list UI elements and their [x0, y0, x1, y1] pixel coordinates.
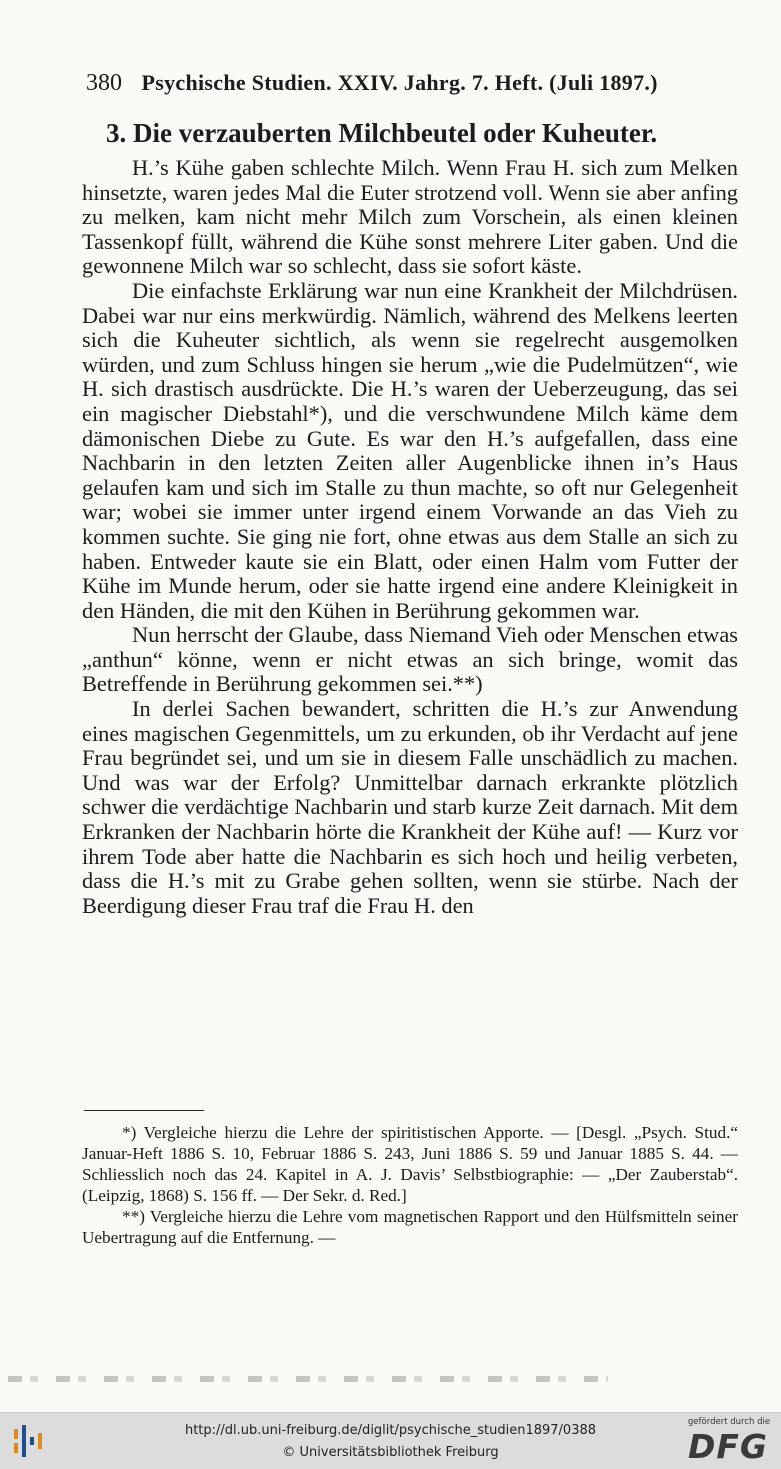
- body-text: [82, 156, 738, 918]
- dfg-logo-text: DFG: [688, 1427, 769, 1466]
- footnote-2: **) Vergleiche hierzu die Lehre vom magnetischen Rapport und den Hülfsmitteln seiner Uebertragung auf die Entfernung. —: [82, 1207, 738, 1247]
- footnote-1: *) Vergleiche hierzu die Lehre der spiritistischen Apporte. — [Desgl. „Psych. Stud.“ Januar-Heft 1886 S. 10, Februar 1886 S. 243, Juni 1886 S. 59 und Januar 1885 S. 44. — Schliesslich noch das 24. Kapitel in A. J. Davis’ Selbstbiographie: — „Der Zauberstab“. (Leipzig, 1868) S. 156 ff. — Der Sekr. d. Red.]: [82, 1123, 738, 1205]
- copyright-notice: © Universitätsbibliothek Freiburg: [282, 1445, 499, 1460]
- sponsor-caption: gefördert durch die: [687, 1417, 771, 1427]
- document-url-link[interactable]: http://dl.ub.uni-freiburg.de/diglit/psychische_studien1897/0388: [184, 1423, 597, 1438]
- running-title: Psychische Studien. XXIV. Jahrg. 7. Heft. (Juli 1897.): [141, 70, 658, 95]
- section-title: 3. Die verzauberten Milchbeutel oder Kuheuter.: [106, 118, 658, 148]
- paragraph-3: Nun herrscht der Glaube, dass Niemand Vieh oder Menschen etwas „anthun“ könne, wenn er nicht etwas an sich bringe, womit das Betreffende in Berührung gekommen sei.**): [82, 622, 738, 697]
- viewer-footer: [0, 1412, 781, 1469]
- paragraph-4: In derlei Sachen bewandert, schritten die H.’s zur Anwendung eines magischen Gegenmittels, um zu erkunden, ob ihr Verdacht auf jene Frau begründet sei, und um sie in diesem Falle unschädlich zu machen. Und was war der Erfolg? Unmittelbar darnach erkrankte plötzlich schwer die verdächtige Nachbarin und starb kurze Zeit darnach. Mit dem Erkranken der Nachbarin hörte die Krankheit der Kühe auf! — Kurz vor ihrem Tode aber hatte die Nachbarin es sich hoch und heilig verbeten, dass die H.’s mit zu Grabe gehen sollten, wenn sie stürbe. Nach der Beerdigung dieser Frau traf die Frau H. den: [82, 696, 738, 918]
- dfg-sponsor-logo: [682, 1415, 776, 1467]
- page-number: 380: [86, 70, 122, 96]
- scan-artifact-line: [8, 1376, 608, 1382]
- running-header: [86, 70, 686, 97]
- footnotes: [82, 1122, 738, 1248]
- footnote-separator: [84, 1110, 204, 1111]
- paragraph-1: H.’s Kühe gaben schlechte Milch. Wenn Frau H. sich zum Melken hinsetzte, waren jedes Mal die Euter strotzend voll. Wenn sie aber anfing zu melken, kam nicht mehr Milch zum Vorschein, als einen kleinen Tassenkopf füllt, während die Kühe sonst mehrere Liter gaben. Und die gewonnene Milch war so schlecht, dass sie sofort käste.: [82, 155, 738, 279]
- paragraph-2: Die einfachste Erklärung war nun eine Krankheit der Milchdrüsen. Dabei war nur eins merkwürdig. Nämlich, während des Melkens leerten sich die Kuheuter sichtlich, als wenn sie regelrecht ausgemolken würden, und zum Schluss hingen sie herum „wie die Pudelmützen“, wie H. sich drastisch ausdrückte. Die H.’s waren der Ueberzeugung, das sei ein magischer Diebstahl*), und die verschwundene Milch käme dem dämonischen Diebe zu Gute. Es war den H.’s aufgefallen, dass eine Nachbarin in den letzten Zeiten aller Augenblicke ihnen in’s Haus gelaufen kam und sich im Stalle zu thun machte, so oft nur Gelegenheit war; wobei sie immer unter irgend einem Vorwande an das Vieh zu kommen suchte. Sie ging nie fort, ohne etwas aus dem Stalle an sich zu haben. Entweder kaute sie ein Blatt, oder einen Halm vom Futter der Kühe im Munde herum, oder sie hatte irgend eine andere Kleinigkeit in den Händen, die mit den Kühen in Berührung gekommen war.: [82, 277, 738, 623]
